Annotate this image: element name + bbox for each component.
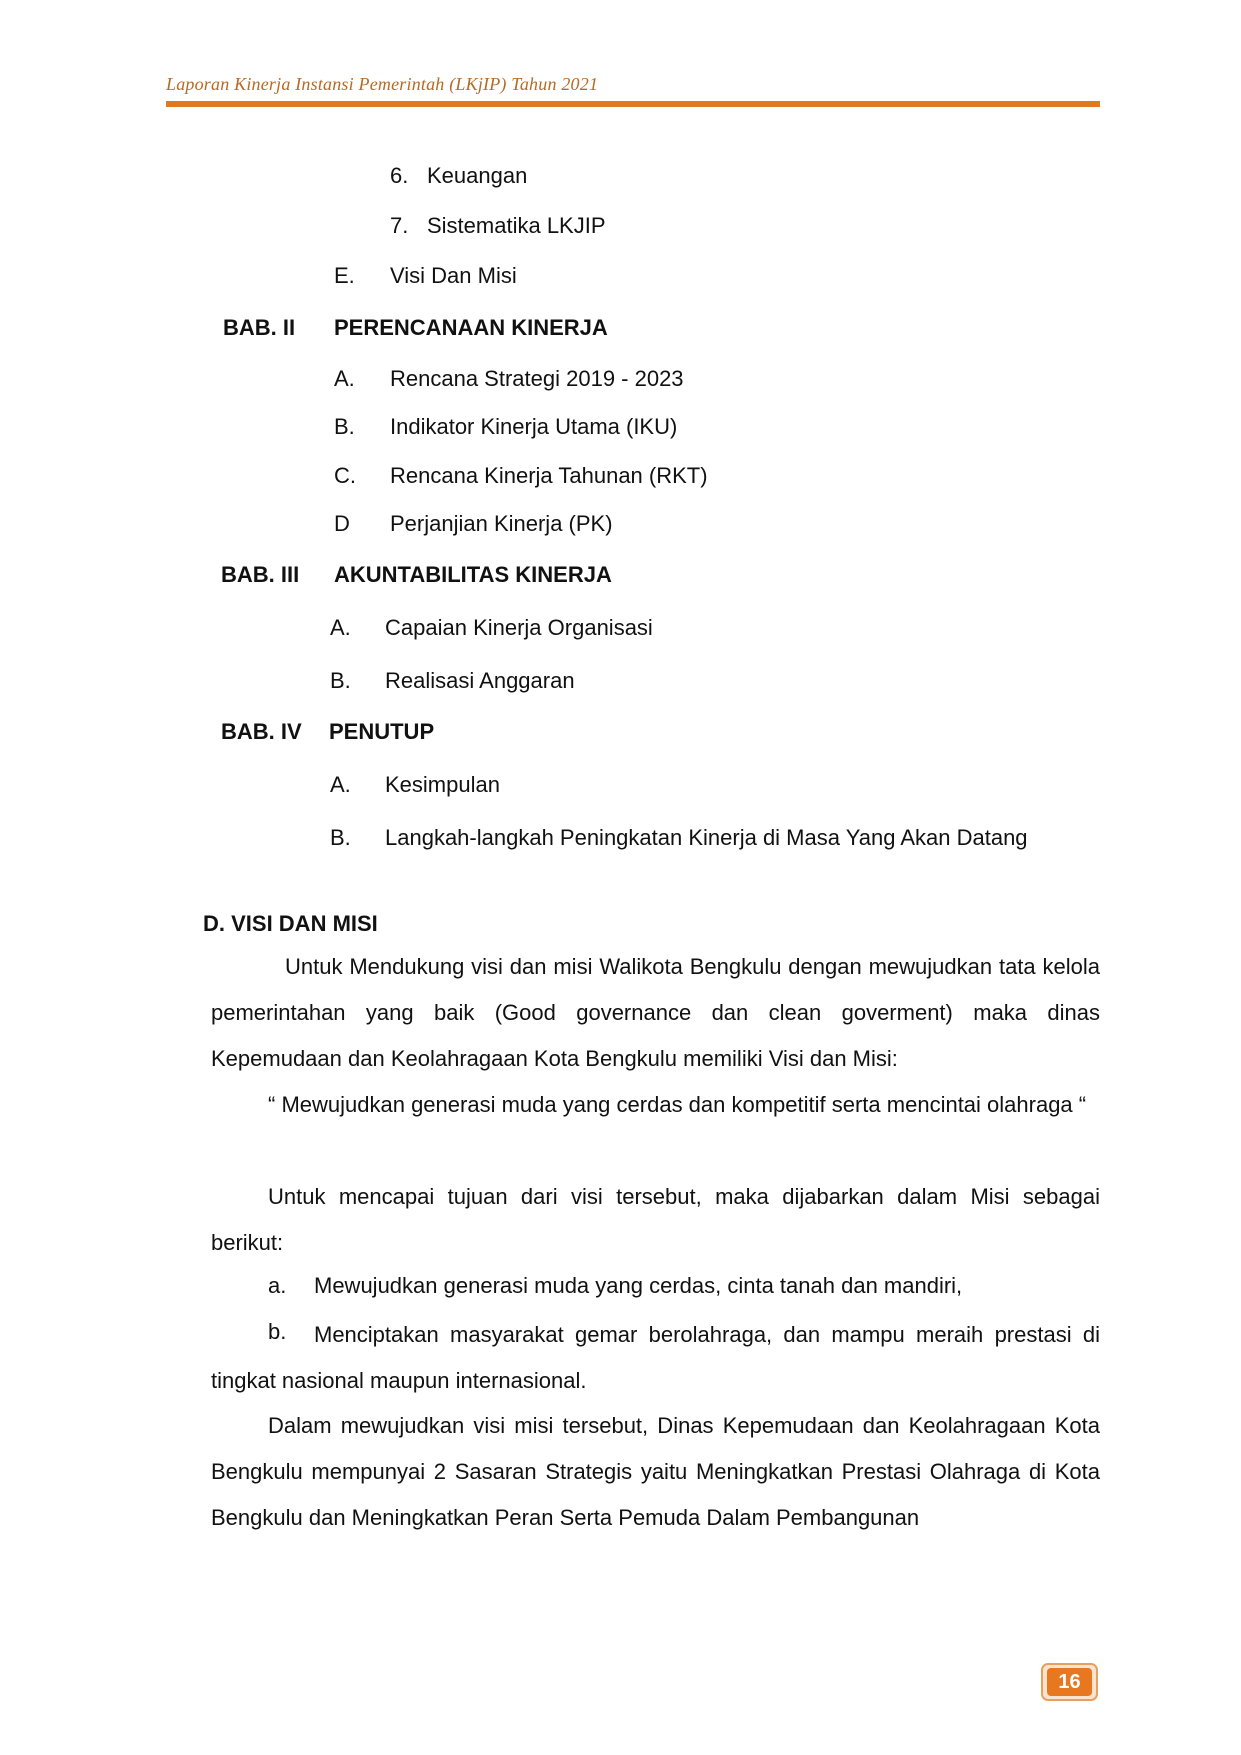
section-heading: D. VISI DAN MISI (203, 911, 378, 936)
toc-item-label: Kesimpulan (385, 772, 500, 797)
misi-letter: b. (268, 1319, 287, 1344)
toc-item-label: Rencana Strategi 2019 - 2023 (390, 366, 684, 391)
bab-title: PERENCANAAN KINERJA (334, 315, 608, 340)
page-number: 16 (1047, 1668, 1092, 1696)
toc-item-label: Visi Dan Misi (390, 263, 517, 288)
visi-statement: “ Mewujudkan generasi muda yang cerdas dan kompetitif serta mencintai olahraga “ (268, 1092, 1087, 1117)
toc-item-label: Langkah-langkah Peningkatan Kinerja di Masa Yang Akan Datang (385, 825, 1028, 850)
bab-code: BAB. III (221, 562, 300, 587)
toc-item-label: Keuangan (427, 163, 528, 188)
toc-item-letter: E. (334, 263, 355, 288)
running-header: Laporan Kinerja Instansi Pemerintah (LKjIP) Tahun 2021 (166, 74, 599, 94)
toc-item-letter: A. (334, 366, 355, 391)
toc-item-label: Rencana Kinerja Tahunan (RKT) (390, 463, 708, 488)
toc-item-label: Perjanjian Kinerja (PK) (390, 511, 613, 536)
toc-item-letter: B. (330, 668, 351, 693)
toc-item-label: Indikator Kinerja Utama (IKU) (390, 414, 678, 439)
intro-paragraph: Untuk Mendukung visi dan misi Walikota Bengkulu dengan mewujudkan tata kelola pemerintahan yang baik (Good governance dan clean goverment) maka dinas Kepemudaan dan Keolahragaan Kota Bengkulu memiliki Visi dan Misi: (211, 954, 1100, 1071)
toc-item-letter: A. (330, 615, 351, 640)
page-number-badge (1041, 1663, 1098, 1701)
bab-code: BAB. II (223, 315, 296, 340)
bab-title: PENUTUP (329, 719, 435, 744)
closing-paragraph: Dalam mewujudkan visi misi tersebut, Dinas Kepemudaan dan Keolahragaan Kota Bengkulu mempunyai 2 Sasaran Strategis yaitu Meningkatkan Prestasi Olahraga di Kota Bengkulu dan Meningkatkan Peran Serta Pemuda Dalam Pembangunan (211, 1413, 1100, 1530)
toc-item-letter: A. (330, 772, 351, 797)
bab-code: BAB. IV (221, 719, 302, 744)
misi-letter: a. (268, 1273, 287, 1298)
toc-item-label: Realisasi Anggaran (385, 668, 575, 693)
misi-item: Mewujudkan generasi muda yang cerdas, cinta tanah dan mandiri, (314, 1273, 963, 1298)
toc-item-letter: D (334, 511, 350, 536)
misi-item: Menciptakan masyarakat gemar berolahraga, dan mampu meraih prestasi di tingkat nasional maupun internasional. (211, 1322, 1100, 1393)
toc-item-letter: C. (334, 463, 356, 488)
toc-item-label: Capaian Kinerja Organisasi (385, 615, 653, 640)
header-divider (166, 101, 1100, 107)
misi-intro: Untuk mencapai tujuan dari visi tersebut, maka dijabarkan dalam Misi sebagai berikut: (211, 1184, 1100, 1255)
toc-item-label: Sistematika LKJIP (427, 213, 606, 238)
toc-item-letter: B. (334, 414, 355, 439)
toc-item-letter: B. (330, 825, 351, 850)
bab-title: AKUNTABILITAS KINERJA (334, 562, 612, 587)
toc-item-num: 6. (390, 163, 409, 188)
toc-item-num: 7. (390, 213, 409, 238)
